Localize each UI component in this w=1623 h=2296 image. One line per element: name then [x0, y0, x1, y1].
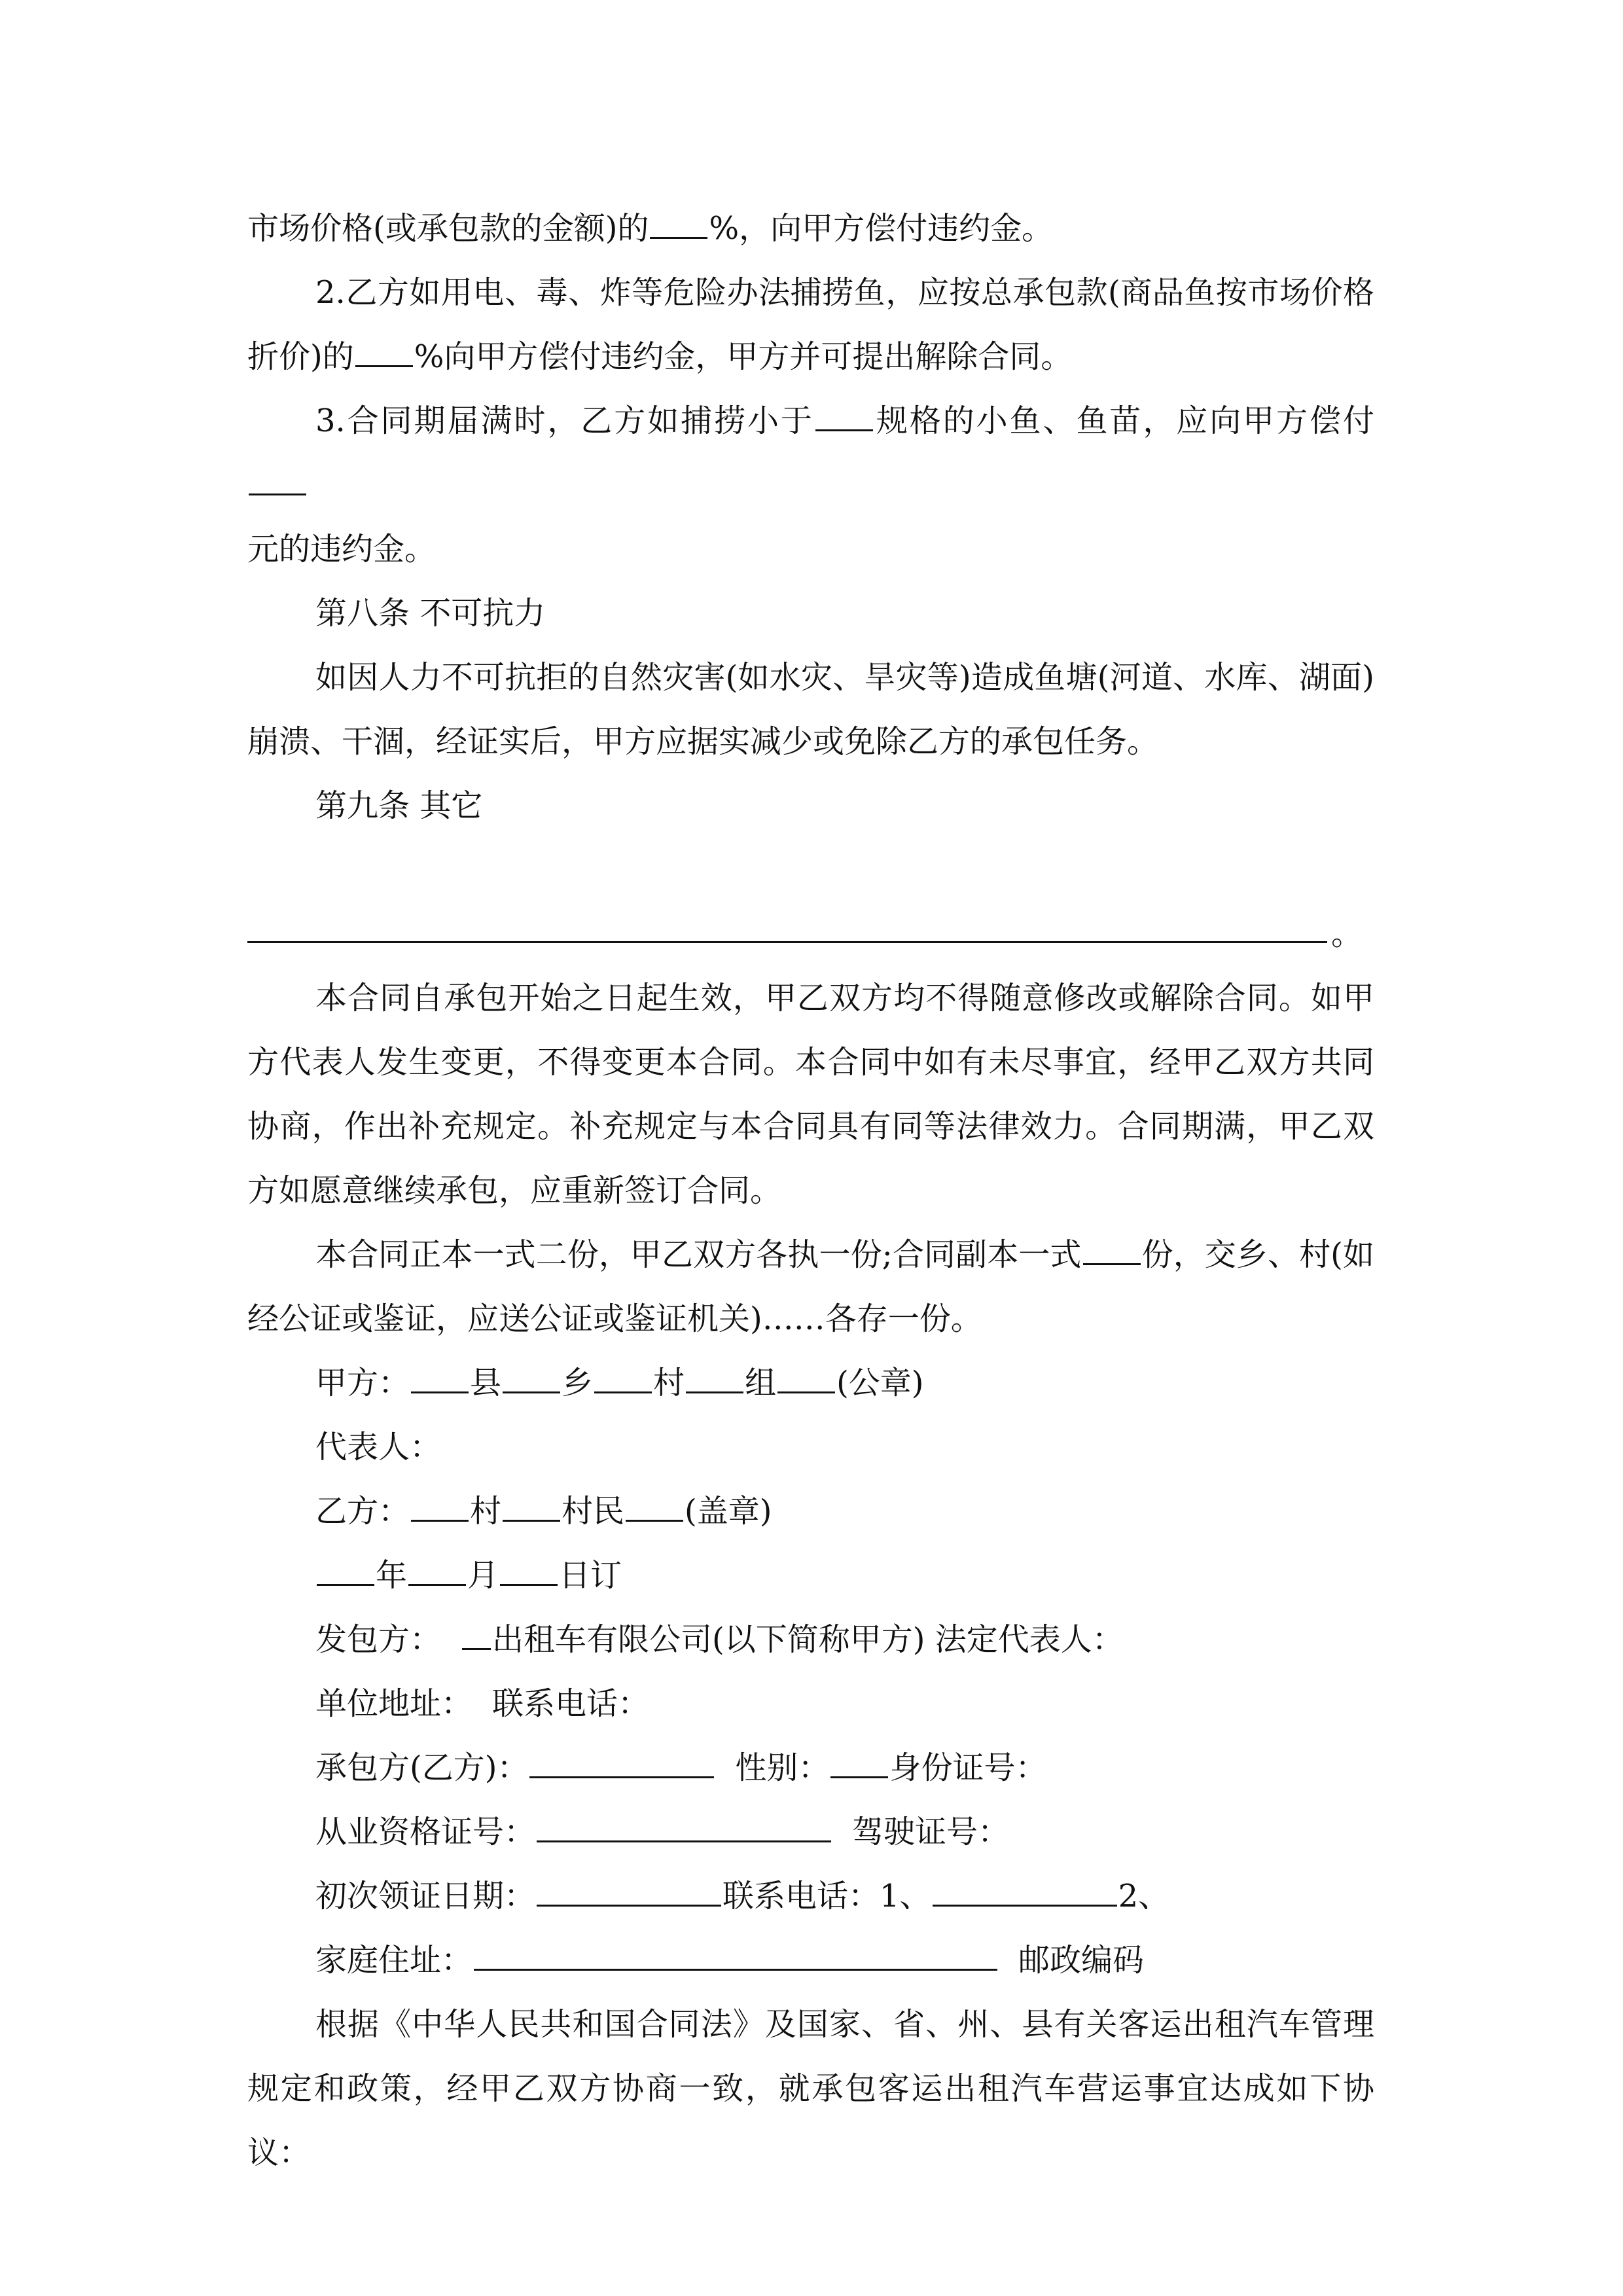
- blank-field: [1083, 1229, 1141, 1265]
- contract-body: [247, 196, 1374, 2185]
- home-address-line: [247, 1928, 1374, 1992]
- basis-paragraph: 根据《中华人民共和国合同法》及国家、省、州、县有关客运出租汽车管理规定和政策，经甲乙双方协商一致，就承包客运出租汽车营运事宜达成如下协议：: [247, 2006, 1374, 2171]
- article-9-blank-line: [247, 902, 1374, 966]
- line-penalty-1: [247, 196, 1374, 260]
- blank-field: [933, 1871, 1117, 1907]
- blank-field: [686, 1357, 743, 1393]
- blank-field: [355, 331, 413, 367]
- text: (盖章): [685, 1493, 772, 1530]
- text: 年: [376, 1557, 408, 1594]
- blank-field: [474, 1935, 997, 1971]
- blank-field: [462, 1614, 491, 1650]
- text: 邮政编码: [1018, 1942, 1145, 1979]
- text: 村: [653, 1365, 685, 1401]
- text: 承包方(乙方)：: [315, 1749, 529, 1786]
- text: 驾驶证号：: [852, 1814, 1010, 1850]
- text: 单位地址：: [315, 1685, 473, 1722]
- text: 。: [1331, 916, 1363, 952]
- blank-field: [529, 1742, 714, 1778]
- text: %向甲方偿付违约金，甲方并可提出解除合同。: [414, 338, 1073, 375]
- text: 3.合同期届满时，乙方如捕捞小于: [315, 403, 814, 439]
- effect-paragraph: 本合同自承包开始之日起生效，甲乙双方均不得随意修改或解除合同。如甲方代表人发生变更，不得变更本合同。本合同中如有未尽事宜，经甲乙双方共同协商，作出补充规定。补充规定与本合同具有同等法律效力。合同期满，甲乙双方如愿意继续承包，应重新签订合同。: [247, 980, 1374, 1209]
- text: 出租车有限公司(以下简称甲方) 法定代表人：: [492, 1621, 1124, 1658]
- text: 县: [470, 1365, 502, 1401]
- text: 份，交乡、村(如经公证或鉴证，应送公证或鉴证机关)……各存一份。: [247, 1236, 1374, 1337]
- text: 乙方：: [315, 1493, 410, 1530]
- text: (公章): [836, 1365, 924, 1401]
- text: 本合同正本一式二份，甲乙双方各执一份;合同副本一式: [315, 1236, 1082, 1273]
- clause-2: [247, 260, 1374, 389]
- blank-field: [408, 1550, 466, 1586]
- blank-field: [626, 1486, 683, 1522]
- blank-field: [594, 1357, 652, 1393]
- text: 初次领证日期：: [315, 1878, 536, 1914]
- spacer: [247, 838, 1374, 902]
- blank-field: [411, 1357, 469, 1393]
- blank-field: [503, 1357, 560, 1393]
- text: 日订: [559, 1557, 622, 1594]
- address-line: [247, 1672, 1374, 1736]
- blank-field: [815, 395, 873, 431]
- text: 月: [467, 1557, 499, 1594]
- issuer-line: [247, 1607, 1374, 1672]
- text: 身份证号：: [889, 1749, 1047, 1786]
- blank-field: [777, 1357, 835, 1393]
- party-a-line: [247, 1351, 1374, 1415]
- date-line: [247, 1543, 1374, 1607]
- text: 从业资格证号：: [315, 1814, 536, 1850]
- text: 联系电话：: [492, 1685, 650, 1722]
- text: 市场价格(或承包款的金额)的: [247, 210, 649, 247]
- copies-paragraph: [247, 1223, 1374, 1351]
- blank-field: [830, 1742, 888, 1778]
- blank-field: [500, 1550, 558, 1586]
- blank-field: [317, 1550, 374, 1586]
- text: 元的违约金。: [247, 531, 437, 567]
- text: 乡: [562, 1365, 594, 1401]
- text: 2.乙方如用电、毒、炸等危险办法捕捞鱼，应按总承包款(商品鱼按市场价格折价)的: [247, 274, 1374, 375]
- text: 发包方：: [315, 1621, 442, 1658]
- blank-rule: [247, 941, 1327, 943]
- blank-field: [503, 1486, 560, 1522]
- text: 甲方：: [315, 1365, 410, 1401]
- text: 组: [745, 1365, 777, 1401]
- first-license-line: [247, 1864, 1374, 1928]
- blank-field: [537, 1806, 831, 1842]
- text: 性别：: [735, 1749, 830, 1786]
- text: 2、: [1118, 1878, 1170, 1914]
- text: %，向甲方偿付违约金。: [709, 210, 1054, 247]
- text: 规格的小鱼、鱼苗，应向甲方偿付: [874, 403, 1374, 439]
- blank-field: [537, 1871, 721, 1907]
- article-9-title: 第九条 其它: [315, 787, 483, 824]
- text: 联系电话：1、: [722, 1878, 931, 1914]
- blank-field: [650, 203, 707, 239]
- text: 家庭住址：: [315, 1942, 473, 1979]
- contractor-line: [247, 1736, 1374, 1800]
- blank-field: [411, 1486, 469, 1522]
- qualification-line: [247, 1800, 1374, 1864]
- text: 村: [470, 1493, 502, 1530]
- clause-3: [247, 389, 1374, 581]
- article-8-body: 如因人力不可抗拒的自然灾害(如水灾、旱灾等)造成鱼塘(河道、水库、湖面)崩溃、干涸，经证实后，甲方应据实减少或免除乙方的承包任务。: [247, 659, 1374, 760]
- blank-field: [249, 459, 306, 495]
- article-8-title: 第八条 不可抗力: [315, 595, 546, 632]
- text: 村民: [562, 1493, 625, 1530]
- representative-line: 代表人：: [315, 1429, 442, 1465]
- party-b-line: [247, 1479, 1374, 1543]
